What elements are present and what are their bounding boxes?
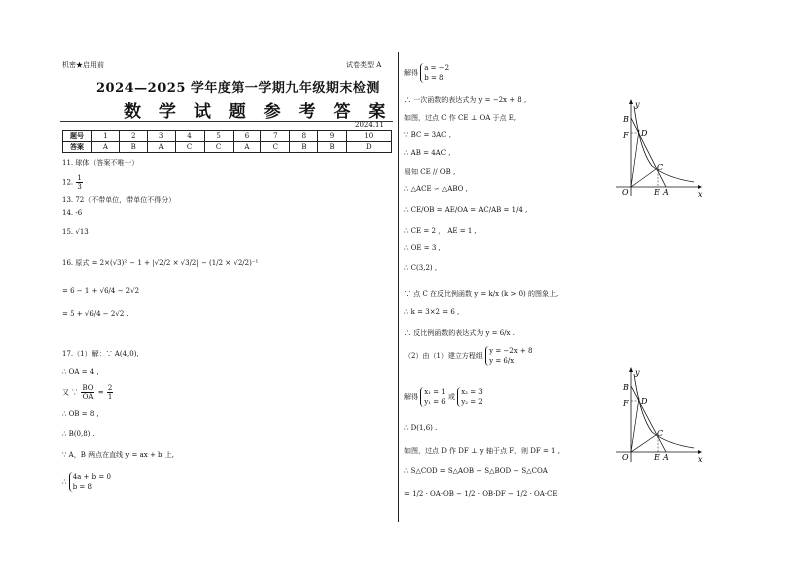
label-F: F [623,131,629,140]
answer-17-line5: ∴ B(0,8) . [62,430,95,438]
label-x: x [698,190,703,199]
header-rule [60,121,393,122]
equation: y = −2x + 8 [489,347,533,355]
solution-line-5: ∴ AB = 4AC , [404,149,451,157]
solution-line-12: ∵ 点 C 在反比例函数 y = k/x (k > 0) 的图象上, [404,290,559,298]
page-title: 数 学 试 题 参 考 答 案 [124,102,392,122]
text: （2）由（1）建立方程组 [404,352,483,360]
solution-line-10: ∴ OE = 3 , [404,244,441,252]
coordinate-figure-2 [612,364,704,468]
equation: a = −2 [424,64,450,72]
solution-line-11: ∴ C(3,2) , [404,264,438,272]
table-row [63,131,392,142]
answer-14: 14. -6 [62,209,83,217]
equation: y = 6/x [489,357,515,365]
table-cell: 3 [147,131,175,142]
text: = [97,388,104,397]
equation: b = 8 [72,483,92,491]
equation: y₂ = 2 [461,398,483,406]
answer-11: 11. 球体（答案不唯一） [62,159,139,167]
answer-16-line1: 16. 原式 = 2×(√3)² − 1 + |√2/2 × √3/2| − (1/2 × √2/2)⁻¹ [62,259,259,267]
exam-date: 2024.11 [355,121,384,129]
answer-17-line3 [62,384,114,401]
answer-16-line3: = 5 + √6/4 − 2√2 . [62,310,129,318]
label-x: x [698,455,703,464]
denominator: 1 [107,393,113,401]
solution-line-20: = 1/2 · OA·OB − 1/2 · OB·DF − 1/2 · OA·CE [404,490,558,498]
label-y: y [635,368,640,377]
table-cell: C [175,142,204,153]
table-cell: 6 [233,131,261,142]
answer-15: 15. √13 [62,228,89,236]
solution-line-19: ∴ S△COD = S△AOB − S△BOD − S△COA [404,467,548,475]
table-cell: 9 [318,131,346,142]
answer-17-line4: ∴ OB = 8 , [62,410,99,418]
label-A: A [663,453,669,462]
equation: 4a + b = 0 [72,473,111,481]
text: 解得 [404,393,418,401]
answer-17-system [62,472,111,492]
label-O: O [622,188,629,197]
row-label-number: 题号 [63,131,92,142]
label-C: C [657,429,664,438]
equation: x₂ = 3 [461,388,483,396]
label-C: C [657,163,664,172]
table-cell: 10 [346,131,391,142]
denominator: OA [82,393,94,401]
solution-line-9: ∴ CE = 2 ， AE = 1 , [404,227,477,235]
solution-line-8: ∴ CE/OB = AE/OA = AC/AB = 1/4 , [404,206,528,214]
answer-13: 13. 72（不带单位，带单位不得分） [62,196,176,204]
solution-line-1 [404,63,449,83]
table-cell: 8 [290,131,318,142]
equation-system [420,63,449,83]
table-cell: D [346,142,391,153]
numerator: 2 [107,384,113,392]
table-cell: B [119,142,147,153]
table-cell: 4 [175,131,204,142]
exam-title: 2024—2025 学年度第一学期九年级期末检测 [96,81,380,96]
text: 或 [448,393,455,401]
table-cell: 7 [261,131,290,142]
equation-system [457,387,483,407]
solution-line-6: 易知 CE // OB , [404,168,456,176]
solution-line-13: ∴ k = 3×2 = 6 , [404,308,460,316]
equation: b = 8 [424,74,444,82]
denominator: 3 [77,183,82,191]
solution-line-15 [404,346,532,366]
solution-line-2: ∴ 一次函数的表达式为 y = −2x + 8 , [404,96,527,104]
table-cell: C [261,142,290,153]
confidential-mark: 机密★启用前 [62,61,104,69]
row-label-answer: 答案 [63,142,92,153]
equation-system [420,387,446,407]
table-cell: 5 [204,131,233,142]
coordinate-figure-1 [612,96,704,200]
label-A: A [663,188,669,197]
answer-16-line2: = 6 − 1 + √6/4 − 2√2 [62,287,140,295]
solution-line-14: ∴ 反比例函数的表达式为 y = 6/x . [404,329,515,337]
label-E: E [654,453,660,462]
label-F: F [623,399,629,408]
answer-17-line6: ∵ A，B 两点在直线 y = ax + b 上, [62,451,174,459]
table-cell: 1 [92,131,120,142]
solution-line-17: ∴ D(1,6) . [404,424,438,432]
table-cell: 2 [119,131,147,142]
fraction [81,384,94,401]
fraction [76,174,82,191]
table-row [63,142,392,153]
table-cell: C [204,142,233,153]
solution-line-4: ∵ BC = 3AC , [404,131,451,139]
label-E: E [654,188,660,197]
equation: x₁ = 1 [424,388,446,396]
table-cell: A [147,142,175,153]
table-cell: B [318,142,346,153]
text: ∴ [62,478,67,486]
numerator: 1 [77,174,82,182]
solution-line-3: 如图，过点 C 作 CE ⊥ OA 于点 E, [404,114,517,122]
answer-table [62,130,392,153]
label-B: B [623,115,629,124]
answer-12-label: 12. [62,178,74,187]
answer-17-line1: 17.（1）解：∵ A(4,0), [62,350,139,358]
fraction [107,384,113,401]
column-divider [398,52,399,522]
numerator: BO [82,384,94,392]
label-D: D [641,129,648,138]
table-cell: A [233,142,261,153]
paper-type: 试卷类型 A [346,61,382,69]
solution-line-16 [404,387,483,407]
text: 又 ∵ [62,388,79,397]
table-cell: B [290,142,318,153]
text: 解得 [404,69,418,77]
equation-system [69,472,111,492]
table-cell: A [92,142,120,153]
label-y: y [635,100,640,109]
equation: y₁ = 6 [424,398,446,406]
answer-12 [62,174,84,191]
answer-17-line2: ∴ OA = 4 , [62,368,99,376]
solution-line-18: 如图，过点 D 作 DF ⊥ y 轴于点 F，则 DF = 1 , [404,447,560,455]
equation-system [485,346,532,366]
label-O: O [622,453,629,462]
label-B: B [623,383,629,392]
label-D: D [641,397,648,406]
solution-line-7: ∴ △ACE ∽ △ABO , [404,185,468,193]
